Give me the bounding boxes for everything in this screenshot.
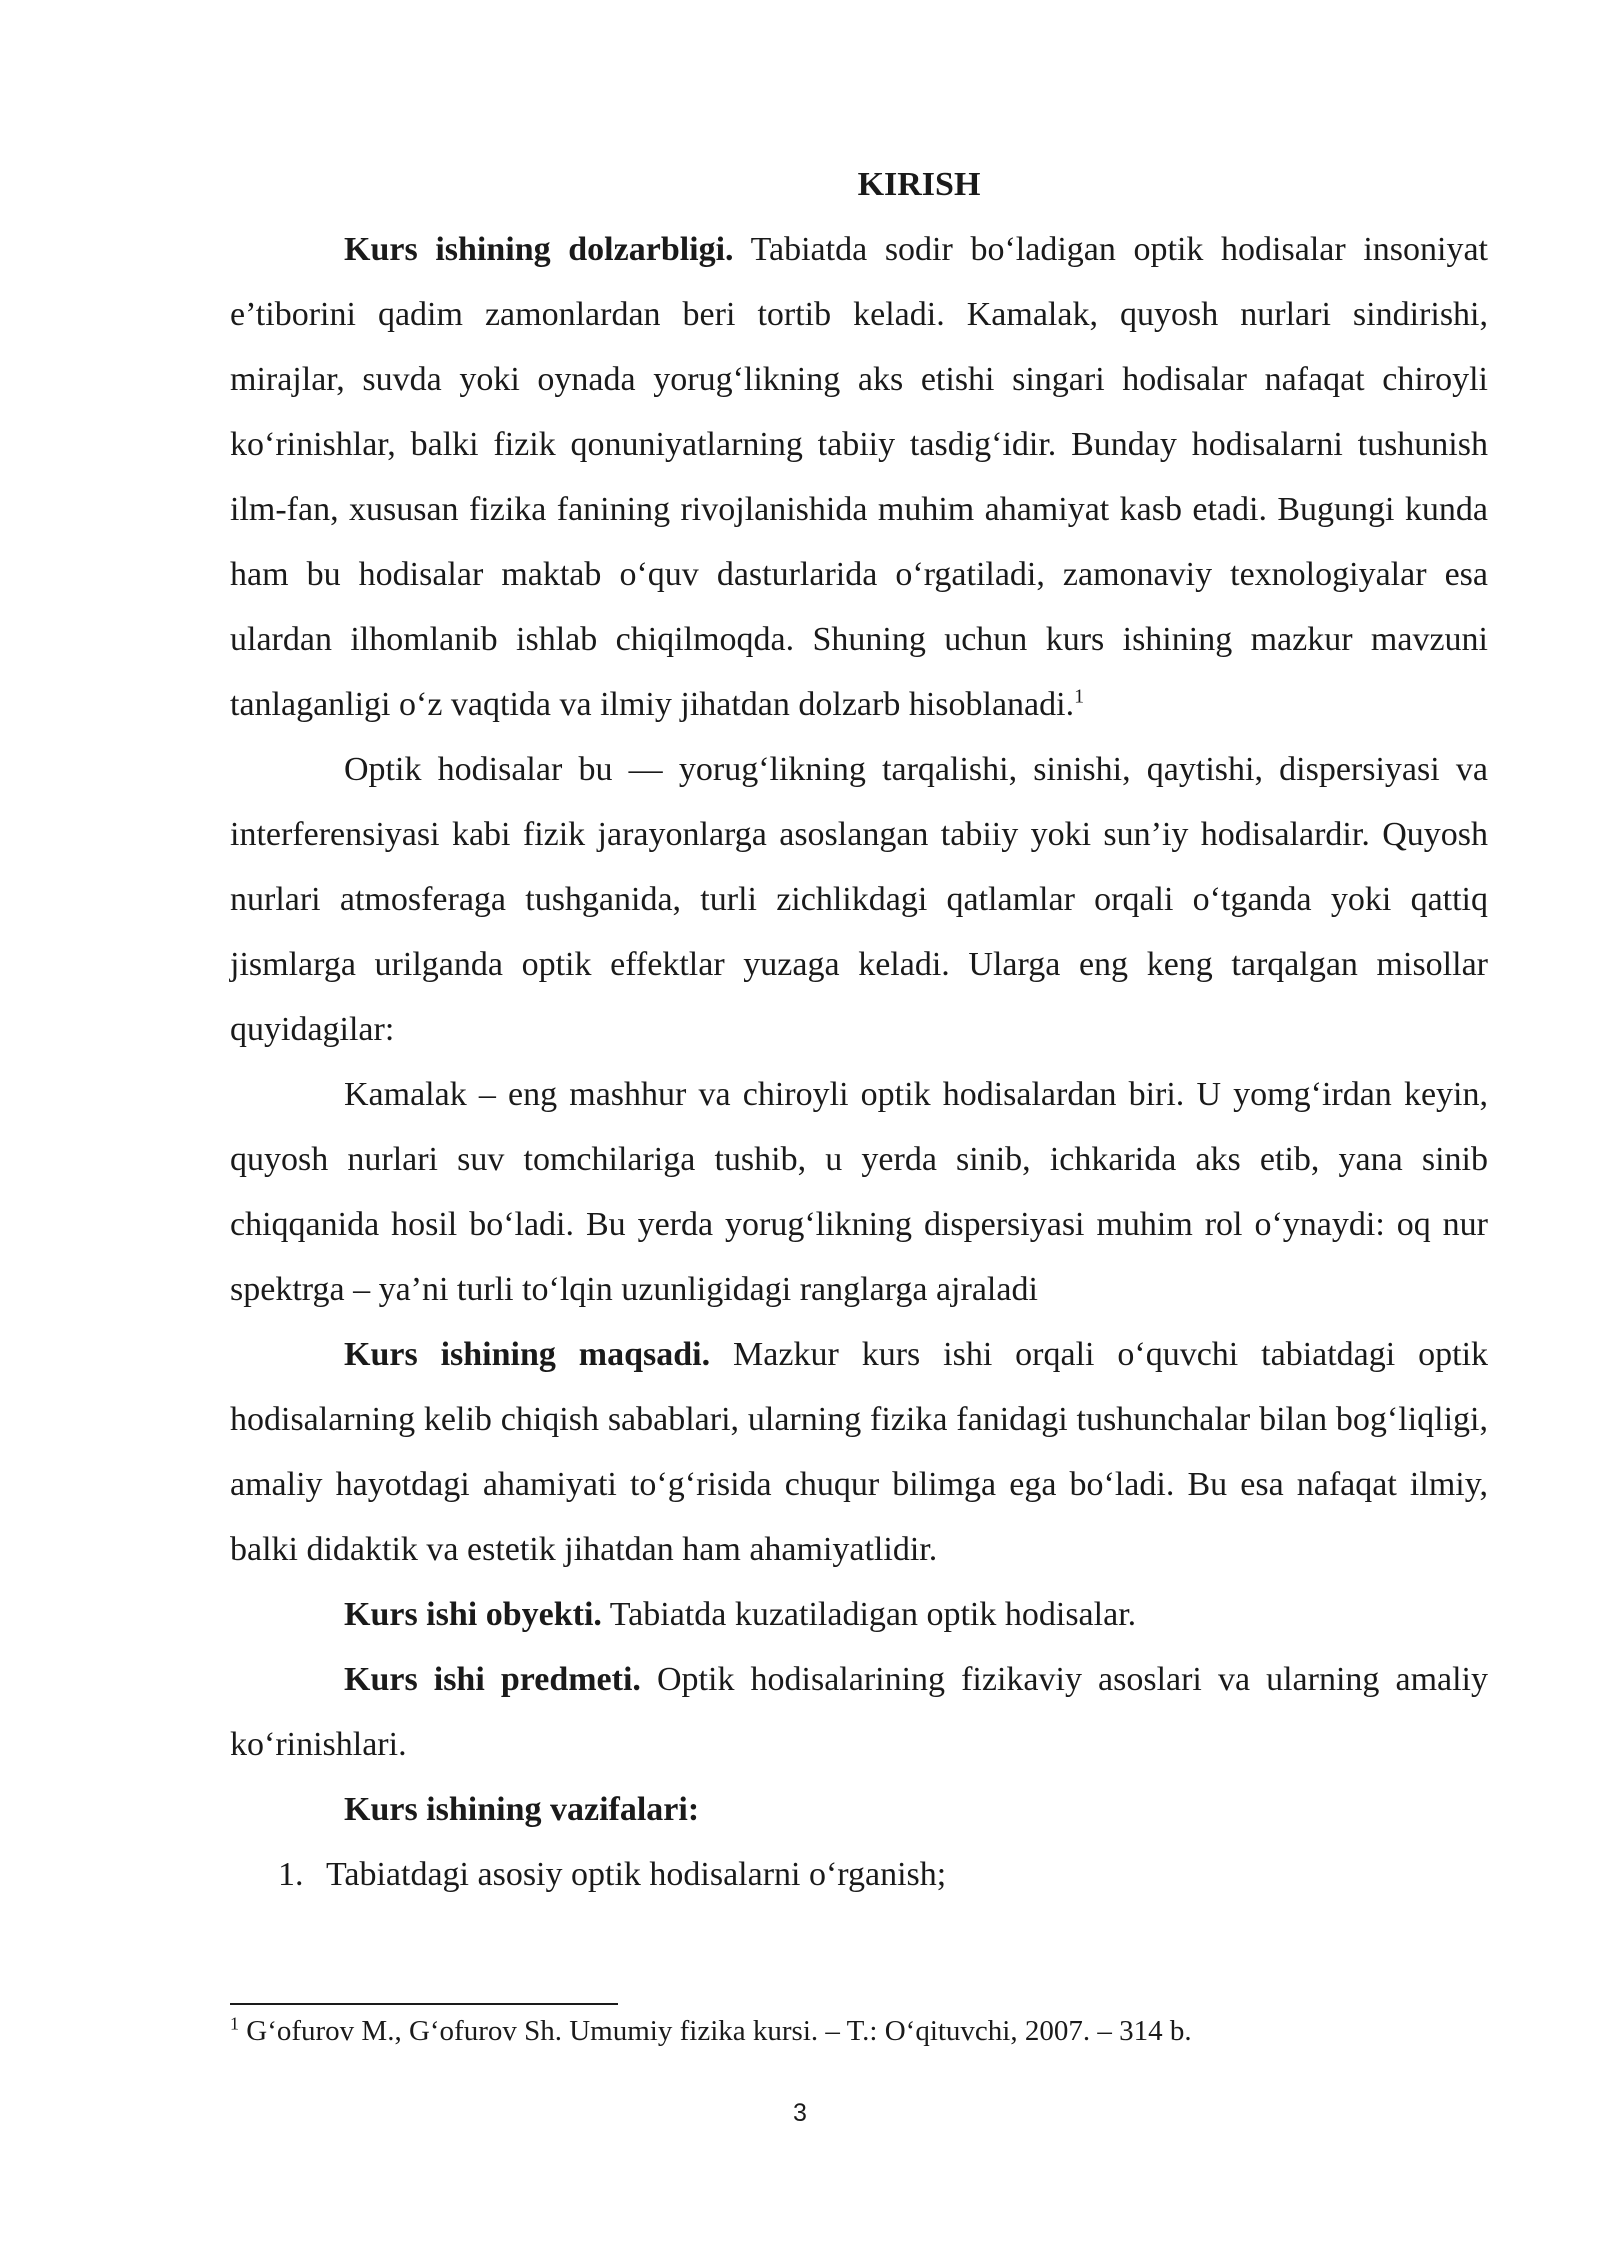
dolzarblik-text: Tabiatda sodir bo‘ladigan optik hodisalar insoniyat e’tiborini qadim zamonlardan beri tortib keladi. Kamalak, quyosh nurlari sindirishi, mirajlar, suvda yoki oynada yorug‘likning aks etishi singari hodisalar nafaqat chiroyli ko‘rinishlar, balki fizik qonuniyatlarning tabiiy tasdig‘idir. Bunday hodisalarni tushunish ilm-fan, xususan fizika fanining rivojlanishida muhim ahamiyat kasb etadi. Bugungi kunda ham bu hodisalar maktab o‘quv dasturlarida o‘rgatiladi, zamonaviy texnologiyalar esa ulardan ilhomlanib ishlab chiqilmoqda. Shuning uchun kurs ishining mazkur mavzuni tanlaganligi o‘z vaqtida va ilmiy jihatdan dolzarb hisoblanadi. [230,231,1488,723]
obyekt-text: Tabiatda kuzatiladigan optik hodisalar. [609,1596,1137,1633]
vazifalar-heading [230,1777,1488,1842]
predmet-text: Optik hodisalarining fizikaviy asoslari va ularning amaliy ko‘rinishlari. [230,1661,1489,1763]
paragraph-kamalak: Kamalak – eng mashhur va chiroyli optik hodisalardan biri. U yomg‘irdan keyin, quyosh nurlari suv tomchilariga tushib, u yerda sinib, ichkarida aks etib, yana sinib chiqqanida hosil bo‘ladi. Bu yerda yorug‘likning dispersiyasi muhim rol o‘ynaydi: oq nur spektrga – ya’ni turli to‘lqin uzunligidagi ranglarga ajraladi [230,1076,1488,1308]
footnote-marker: 1 [230,2013,239,2034]
paragraph-dolzarblik [230,217,1488,737]
obyekt-label: Kurs ishi obyekti. [344,1596,602,1633]
maqsad-text: Mazkur kurs ishi orqali o‘quvchi tabiatdagi optik hodisalarning kelib chiqish sabablari, ularning fizika fanidagi tushunchalar bilan bog‘liqligi, amaliy hayotdagi ahamiyati to‘g‘risida chuqur bilimga ega bo‘ladi. Bu esa nafaqat ilmiy, balki didaktik va estetik jihatdan ham ahamiyatlidir. [230,1336,1489,1568]
paragraph-optik-hodisalar: Optik hodisalar bu — yorug‘likning tarqalishi, sinishi, qaytishi, dispersiyasi va interferensiyasi kabi fizik jarayonlarga asoslangan tabiiy yoki sun’iy hodisalardir. Quyosh nurlari atmosferaga tushganida, turli zichlikdagi qatlamlar orqali o‘tganda yoki qattiq jismlarga urilganda optik effektlar yuzaga keladi. Ularga eng keng tarqalgan misollar quyidagilar: [230,751,1488,1048]
paragraph-predmet [230,1647,1488,1777]
footnote-text: G‘ofurov M., G‘ofurov Sh. Umumiy fizika kursi. – T.: O‘qituvchi, 2007. – 314 b. [246,2015,1192,2047]
footnote-separator [230,2003,618,2005]
list-item-text: Tabiatdagi asosiy optik hodisalarni o‘rganish; [326,1856,947,1893]
maqsad-label: Kurs ishining maqsadi. [344,1336,711,1373]
list-item [230,1842,1488,1907]
page-title: KIRISH [857,166,981,203]
page-body [230,152,1488,1907]
paragraph-maqsad [230,1322,1488,1582]
list-item-number: 1. [278,1856,304,1893]
footnote-reference[interactable]: 1 [1074,685,1085,708]
footnote [230,2011,1490,2051]
vazifalar-label: Kurs ishining vazifalari: [344,1791,700,1828]
predmet-label: Kurs ishi predmeti. [344,1661,641,1698]
page-number: 3 [793,2099,807,2127]
dolzarblik-label: Kurs ishining dolzarbligi. [344,231,734,268]
paragraph-obyekt [230,1582,1488,1647]
